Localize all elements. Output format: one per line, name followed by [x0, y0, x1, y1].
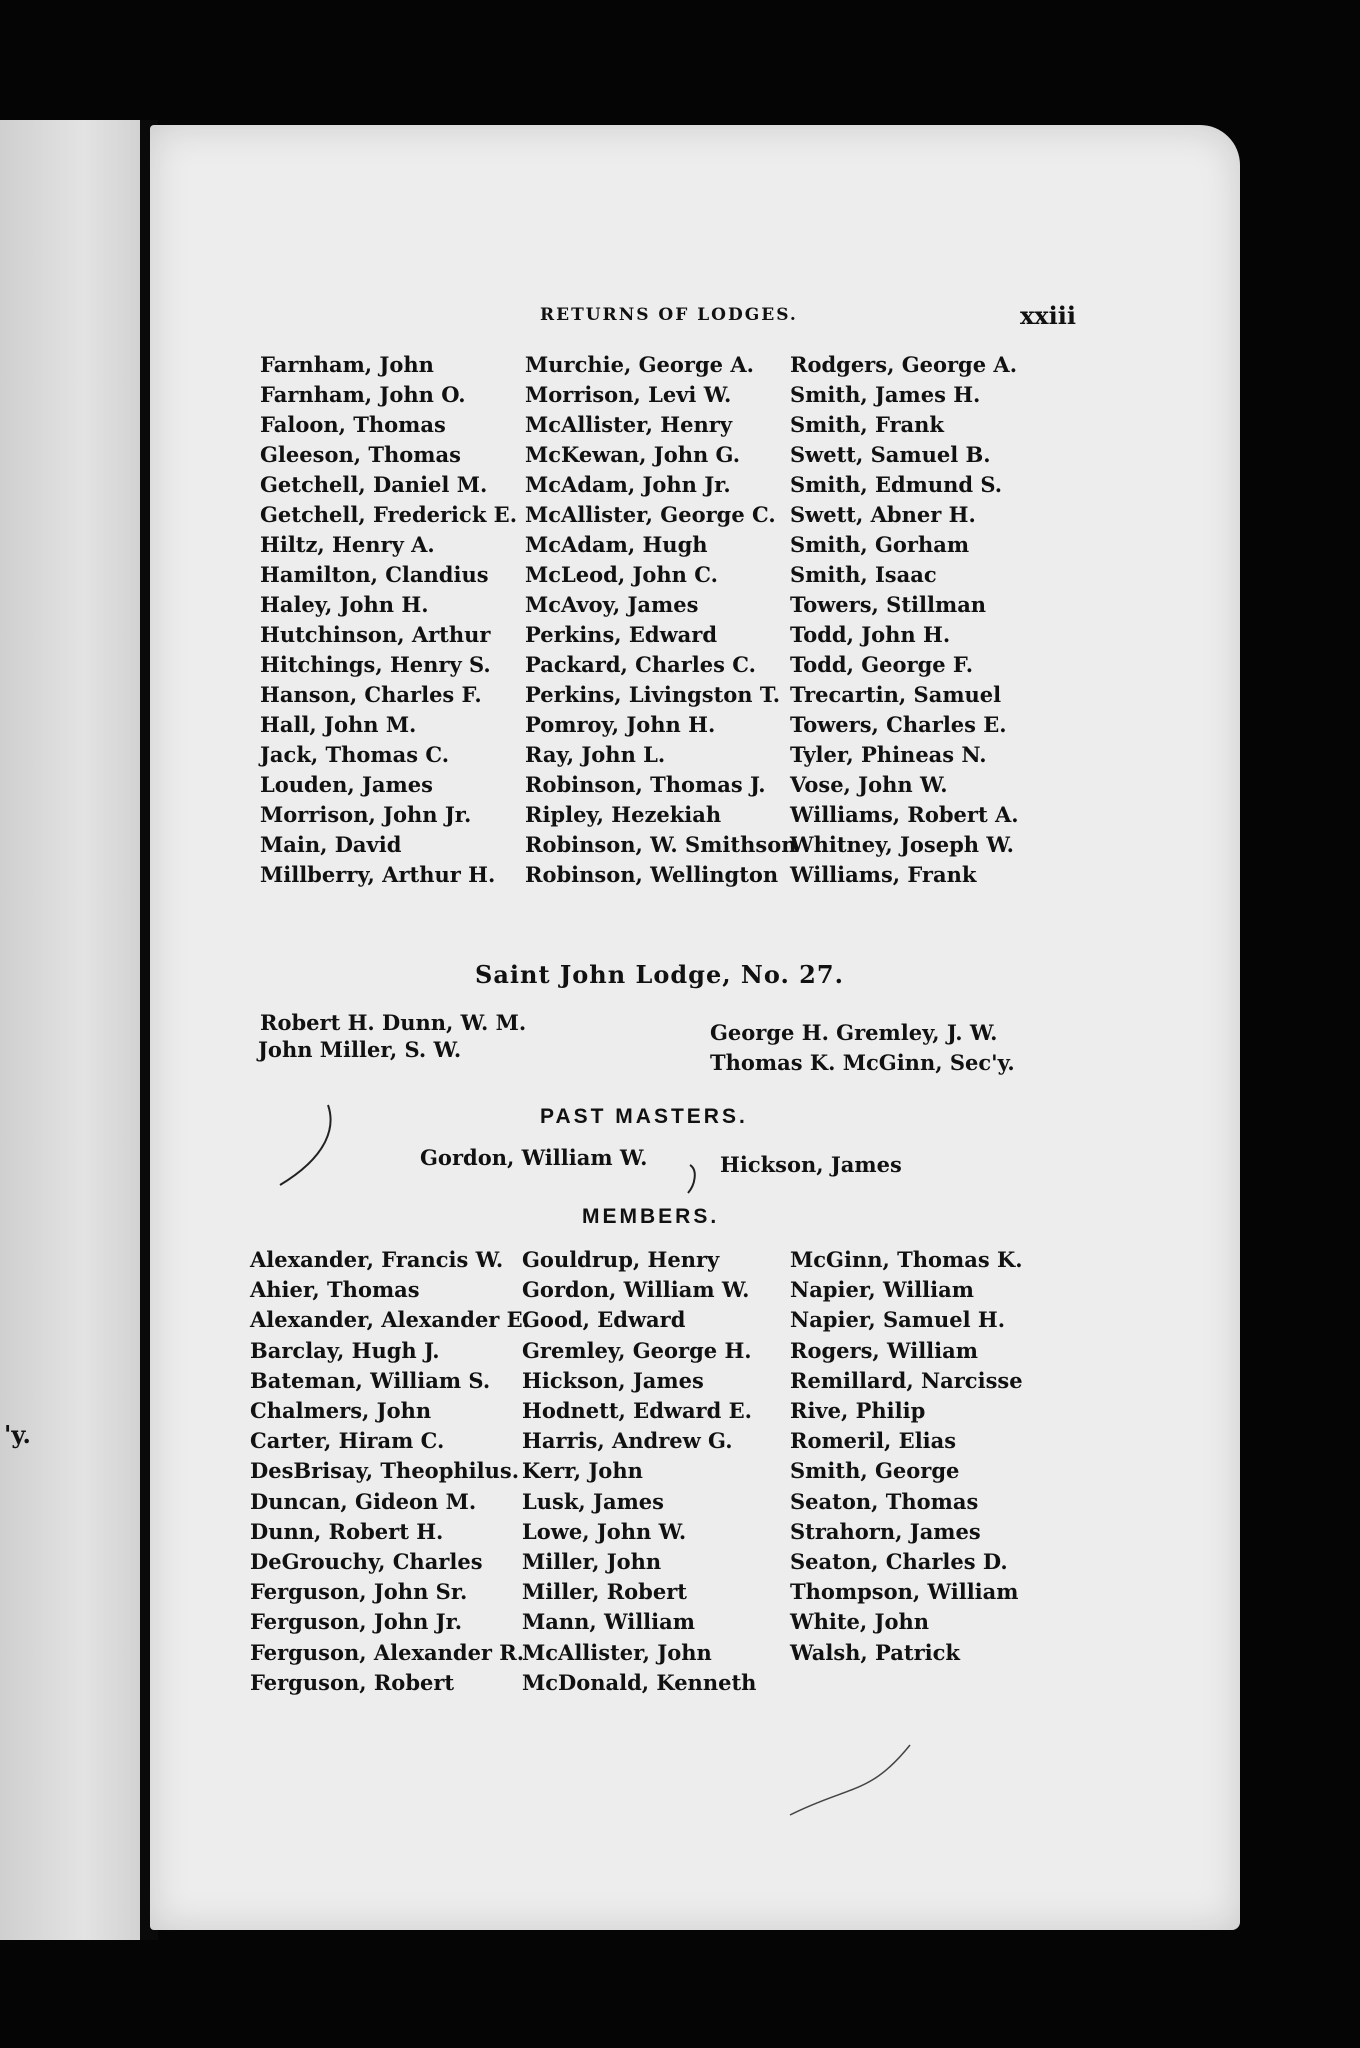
- officer-wm: Robert H. Dunn, W. M.: [260, 1010, 527, 1035]
- document-page: [150, 125, 1240, 1930]
- upper-member-name: McAllister, Henry: [525, 412, 733, 437]
- upper-member-name: Robinson, W. Smithson: [525, 832, 797, 857]
- lodge-member-name: Miller, John: [522, 1549, 662, 1575]
- upper-member-name: Perkins, Edward: [525, 622, 718, 647]
- upper-member-name: Jack, Thomas C.: [260, 742, 450, 767]
- upper-member-name: Williams, Frank: [790, 862, 977, 887]
- lodge-member-name: Napier, Samuel H.: [790, 1307, 1006, 1333]
- upper-member-name: Smith, Gorham: [790, 532, 970, 557]
- upper-member-column-1: [260, 350, 525, 890]
- upper-member-name: Hutchinson, Arthur: [260, 622, 491, 647]
- upper-member-name: McAllister, George C.: [525, 502, 776, 527]
- upper-member-name: Robinson, Thomas J.: [525, 772, 766, 797]
- lodge-member-name: DeGrouchy, Charles: [250, 1549, 483, 1575]
- lodge-member-column-3: [790, 1245, 1050, 1698]
- lodge-member-name: Lusk, James: [522, 1488, 664, 1514]
- lodge-member-name: Ferguson, Robert: [250, 1669, 455, 1695]
- lodge-member-name: McGinn, Thomas K.: [790, 1247, 1023, 1272]
- upper-member-name: Whitney, Joseph W.: [790, 832, 1014, 857]
- lodge-member-column-1: [250, 1245, 530, 1698]
- lodge-member-name: Harris, Andrew G.: [522, 1428, 733, 1454]
- lodge-member-name: Ahier, Thomas: [250, 1277, 420, 1303]
- upper-member-name: Towers, Stillman: [790, 592, 987, 617]
- lodge-member-name: Ferguson, John Jr.: [250, 1609, 463, 1635]
- upper-member-name: McAvoy, James: [525, 592, 699, 617]
- upper-member-name: Rodgers, George A.: [790, 352, 1018, 377]
- lodge-member-name: White, John: [790, 1609, 929, 1635]
- upper-member-list: [260, 350, 1050, 890]
- upper-member-name: Williams, Robert A.: [790, 802, 1019, 827]
- lodge-member-name: Hodnett, Edward E.: [522, 1398, 752, 1424]
- lodge-member-name: Mann, William: [522, 1609, 695, 1635]
- lodge-heading: Saint John Lodge, No. 27.: [475, 960, 844, 989]
- lodge-member-name: Hickson, James: [522, 1367, 704, 1393]
- lodge-member-name: Kerr, John: [522, 1458, 643, 1484]
- lodge-member-name: Ferguson, Alexander R.: [250, 1639, 525, 1665]
- upper-member-name: McAdam, Hugh: [525, 532, 708, 557]
- upper-member-name: Smith, Frank: [790, 412, 944, 437]
- upper-member-column-3: [790, 350, 1050, 890]
- upper-member-name: Hall, John M.: [260, 712, 417, 737]
- facing-page-fragment: 'y.: [4, 1420, 31, 1449]
- upper-member-name: Getchell, Frederick E.: [260, 502, 518, 527]
- past-master-1: Gordon, William W.: [420, 1145, 648, 1170]
- upper-member-name: Trecartin, Samuel: [790, 682, 1002, 707]
- upper-member-name: Hitchings, Henry S.: [260, 652, 491, 677]
- lodge-member-name: DesBrisay, Theophilus.: [250, 1458, 520, 1484]
- upper-member-name: Morrison, John Jr.: [260, 802, 472, 827]
- upper-member-name: Farnham, John O.: [260, 382, 466, 407]
- lodge-member-name: Seaton, Thomas: [790, 1488, 979, 1514]
- lodge-member-name: McDonald, Kenneth: [522, 1669, 757, 1695]
- upper-member-name: Perkins, Livingston T.: [525, 682, 781, 707]
- lodge-member-name: Gremley, George H.: [522, 1337, 752, 1363]
- lodge-member-name: Barclay, Hugh J.: [250, 1337, 440, 1363]
- upper-member-name: Robinson, Wellington: [525, 862, 779, 887]
- upper-member-name: Main, David: [260, 832, 402, 857]
- lodge-member-name: Napier, William: [790, 1277, 974, 1303]
- lodge-member-name: Thompson, William: [790, 1579, 1019, 1605]
- upper-member-name: McAdam, John Jr.: [525, 472, 731, 497]
- lodge-member-name: Carter, Hiram C.: [250, 1428, 445, 1454]
- upper-member-name: Gleeson, Thomas: [260, 442, 461, 467]
- upper-member-name: Packard, Charles C.: [525, 652, 756, 677]
- past-master-2: Hickson, James: [720, 1152, 902, 1177]
- lodge-member-name: Smith, George: [790, 1458, 960, 1484]
- upper-member-name: Hanson, Charles F.: [260, 682, 482, 707]
- lodge-member-name: Miller, Robert: [522, 1579, 687, 1605]
- lodge-member-column-2: [522, 1245, 790, 1698]
- officer-secy: Thomas K. McGinn, Sec'y.: [710, 1050, 1015, 1075]
- upper-member-name: Faloon, Thomas: [260, 412, 446, 437]
- lodge-member-name: Romeril, Elias: [790, 1428, 957, 1454]
- lodge-member-name: Alexander, Francis W.: [250, 1247, 504, 1272]
- upper-member-name: Towers, Charles E.: [790, 712, 1007, 737]
- upper-member-name: Haley, John H.: [260, 592, 429, 617]
- lodge-member-name: Lowe, John W.: [522, 1518, 687, 1544]
- officer-jw: George H. Gremley, J. W.: [710, 1020, 998, 1045]
- running-title: RETURNS OF LODGES.: [540, 305, 798, 325]
- upper-member-name: Smith, Isaac: [790, 562, 937, 587]
- upper-member-name: Morrison, Levi W.: [525, 382, 732, 407]
- lodge-member-name: Ferguson, John Sr.: [250, 1579, 468, 1605]
- lodge-member-name: Seaton, Charles D.: [790, 1549, 1008, 1575]
- upper-member-name: Vose, John W.: [790, 772, 948, 797]
- upper-member-name: Swett, Abner H.: [790, 502, 976, 527]
- upper-member-name: Ray, John L.: [525, 742, 666, 767]
- upper-member-name: Pomroy, John H.: [525, 712, 716, 737]
- upper-member-name: Murchie, George A.: [525, 352, 754, 377]
- upper-member-name: Todd, John H.: [790, 622, 951, 647]
- upper-member-name: McKewan, John G.: [525, 442, 741, 467]
- lodge-member-name: Rive, Philip: [790, 1398, 926, 1424]
- upper-member-name: McLeod, John C.: [525, 562, 718, 587]
- lodge-member-name: Rogers, William: [790, 1337, 978, 1363]
- lodge-member-name: Duncan, Gideon M.: [250, 1488, 477, 1514]
- upper-member-name: Hiltz, Henry A.: [260, 532, 435, 557]
- lodge-member-name: Dunn, Robert H.: [250, 1518, 444, 1544]
- upper-member-name: Hamilton, Clandius: [260, 562, 489, 587]
- members-heading: MEMBERS.: [582, 1205, 720, 1228]
- lodge-member-name: Gordon, William W.: [522, 1277, 750, 1303]
- lodge-member-name: McAllister, John: [522, 1639, 712, 1665]
- lodge-member-name: Chalmers, John: [250, 1398, 432, 1424]
- upper-member-name: Millberry, Arthur H.: [260, 862, 496, 887]
- lodge-member-name: Remillard, Narcisse: [790, 1367, 1023, 1393]
- lodge-member-name: Walsh, Patrick: [790, 1639, 960, 1665]
- upper-member-name: Farnham, John: [260, 352, 434, 377]
- upper-member-name: Swett, Samuel B.: [790, 442, 991, 467]
- lodge-member-name: Bateman, William S.: [250, 1367, 491, 1393]
- past-masters-heading: PAST MASTERS.: [540, 1105, 748, 1128]
- facing-page-edge: [0, 120, 140, 1940]
- upper-member-name: Smith, James H.: [790, 382, 981, 407]
- upper-member-name: Ripley, Hezekiah: [525, 802, 722, 827]
- lodge-member-name: Alexander, Alexander E.: [250, 1307, 530, 1333]
- upper-member-name: Getchell, Daniel M.: [260, 472, 488, 497]
- upper-member-name: Tyler, Phineas N.: [790, 742, 987, 767]
- upper-member-name: Louden, James: [260, 772, 433, 797]
- upper-member-column-2: [525, 350, 797, 890]
- lodge-member-list: [250, 1245, 1050, 1698]
- upper-member-name: Smith, Edmund S.: [790, 472, 1003, 497]
- lodge-member-name: Strahorn, James: [790, 1518, 981, 1544]
- upper-member-name: Todd, George F.: [790, 652, 974, 677]
- lodge-member-name: Good, Edward: [522, 1307, 686, 1333]
- lodge-member-name: Gouldrup, Henry: [522, 1247, 720, 1272]
- page-number: xxiii: [1020, 301, 1076, 330]
- officer-sw: John Miller, S. W.: [258, 1037, 462, 1062]
